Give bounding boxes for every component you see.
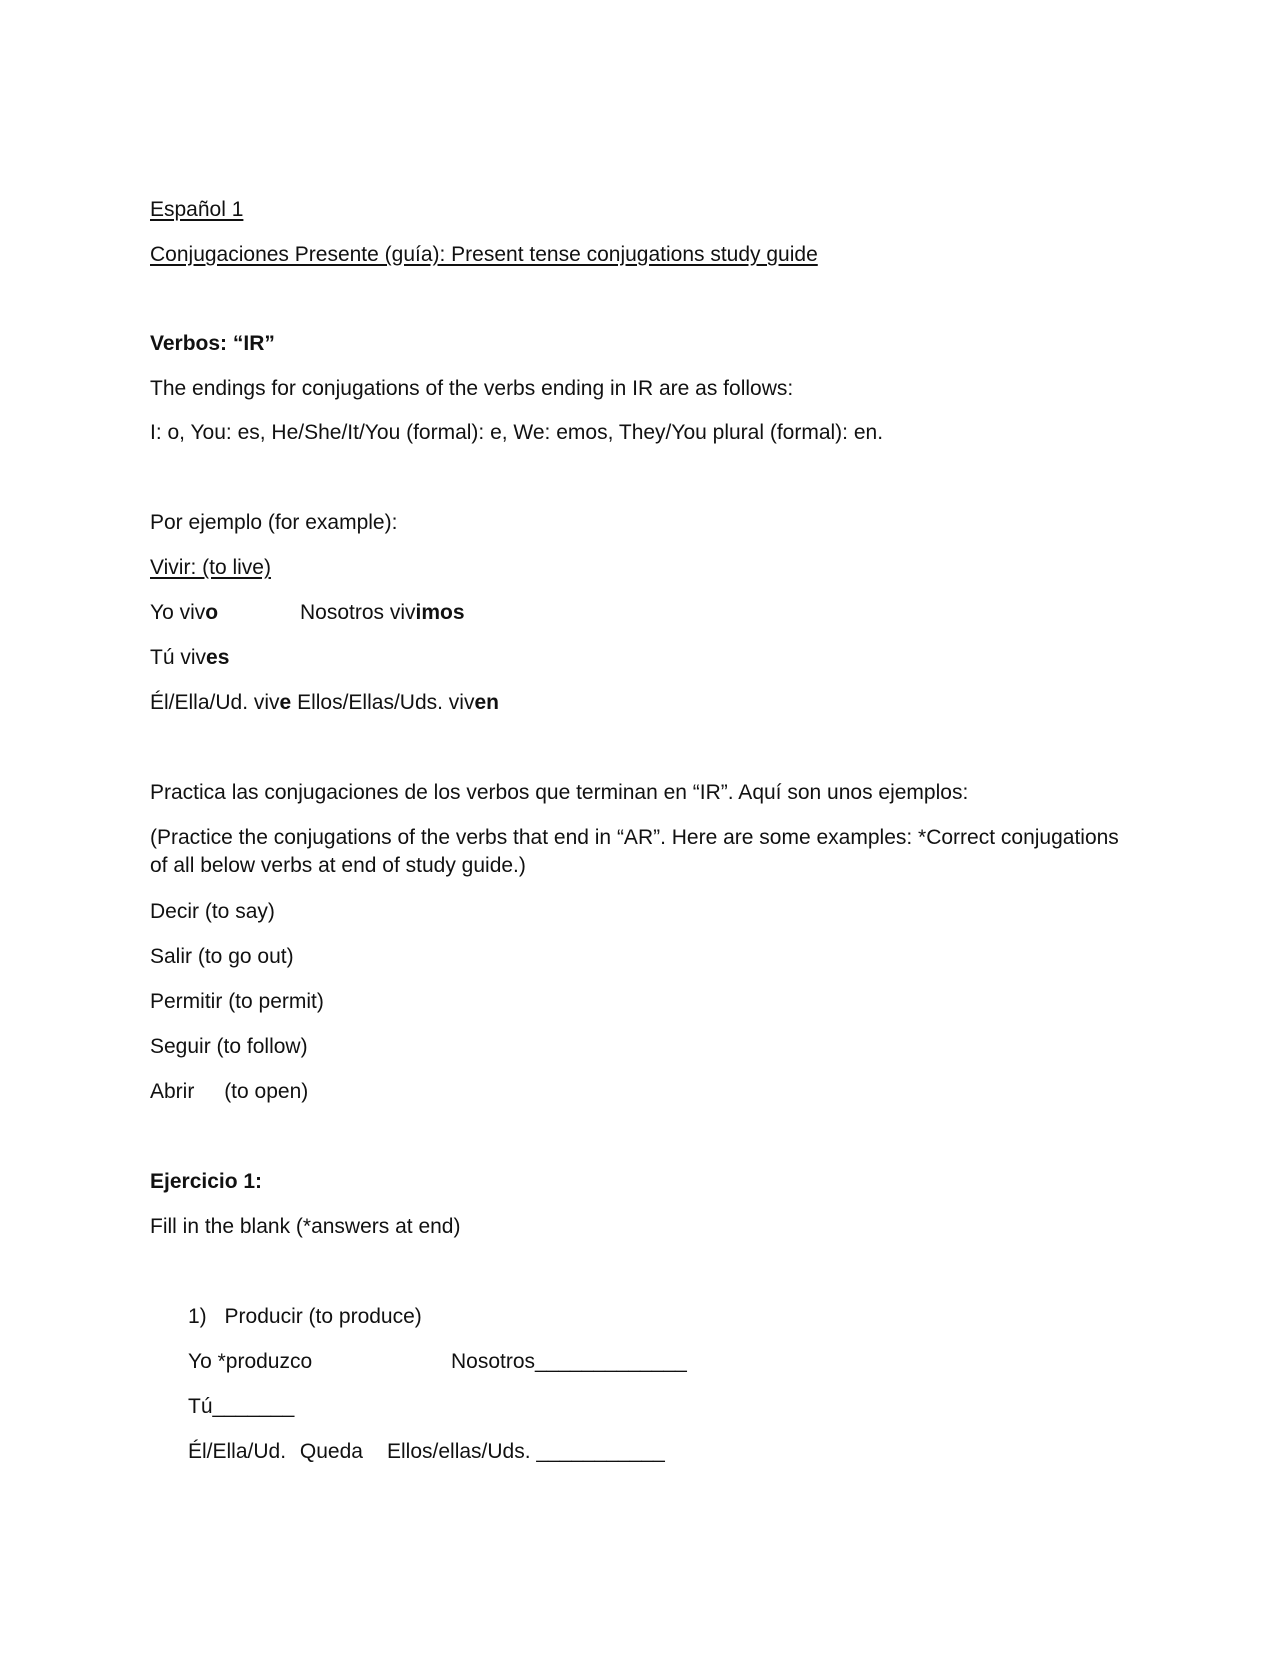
exercise-instruction: Fill in the blank (*answers at end) xyxy=(150,1215,461,1238)
practice-verb-meaning: (to follow) xyxy=(216,1035,308,1058)
practice-verb: Decir xyxy=(150,900,200,923)
yo-stem: Yo viv xyxy=(150,601,206,624)
practice-english-text: (Practice the conjugations of the verbs that end in “AR”. Here are some examples: *Correct conjugations of all below verbs at end of study guide.) xyxy=(150,826,1119,877)
tu-stem: Tú viv xyxy=(150,646,207,669)
nosotros-ending: imos xyxy=(415,601,465,624)
el-ending: e xyxy=(279,691,292,714)
practice-verb-item xyxy=(150,1078,308,1106)
practice-verb-item xyxy=(150,898,275,926)
ir-intro-text: The endings for conjugations of the verbs ending in IR are as follows: xyxy=(150,377,794,400)
practice-verb: Abrir xyxy=(150,1080,195,1103)
exercise-heading: Ejercicio 1: xyxy=(150,1170,263,1193)
exercise-el-answer: Queda xyxy=(299,1440,363,1463)
document-title: Conjugaciones Presente (guía): Present tense conjugations study guide xyxy=(150,243,818,266)
practice-verb-meaning: (to go out) xyxy=(197,945,294,968)
ellos-ending: en xyxy=(474,691,499,714)
exercise-el-label: Él/Ella/Ud. xyxy=(188,1440,287,1463)
exercise-ellos-blank: Ellos/ellas/Uds. ___________ xyxy=(387,1440,665,1463)
practice-verb-meaning: (to permit) xyxy=(228,990,324,1013)
practice-verb-item xyxy=(150,943,294,971)
nosotros-stem: Nosotros viv xyxy=(300,601,416,624)
exercise-nosotros-blank: Nosotros_____________ xyxy=(451,1350,687,1373)
exercise-el xyxy=(188,1438,363,1466)
practice-verb: Permitir xyxy=(150,990,223,1013)
el-stem: Él/Ella/Ud. viv xyxy=(150,691,280,714)
item-number: 1) xyxy=(188,1305,207,1328)
ir-endings-text: I: o, You: es, He/She/It/You (formal): e, We: emos, They/You plural (formal): en. xyxy=(150,421,884,444)
example-label: Por ejemplo (for example): xyxy=(150,511,398,534)
practice-spanish-text: Practica las conjugaciones de los verbos que terminan en “IR”. Aquí son unos ejemplos: xyxy=(150,781,969,804)
conjugation-row-el xyxy=(150,689,499,717)
tu-ending: es xyxy=(206,646,230,669)
conjugation-row-tu xyxy=(150,644,229,672)
example-verb: Vivir: (to live) xyxy=(150,556,271,579)
section-heading-ir: Verbos: “IR” xyxy=(150,332,275,355)
ellos-stem: Ellos/Ellas/Uds. viv xyxy=(297,691,475,714)
practice-verb-meaning: (to say) xyxy=(204,900,275,923)
practice-verb-meaning: (to open) xyxy=(224,1080,309,1103)
conjugation-row-nosotros xyxy=(300,599,465,627)
exercise-item xyxy=(188,1303,422,1331)
yo-ending: o xyxy=(205,601,219,624)
practice-verb-item xyxy=(150,1033,308,1061)
practice-verb: Seguir xyxy=(150,1035,211,1058)
practice-verb: Salir xyxy=(150,945,193,968)
practice-verb-item xyxy=(150,988,324,1016)
exercise-yo: Yo *produzco xyxy=(188,1350,313,1373)
conjugation-row-yo xyxy=(150,599,218,627)
exercise-tu-blank: Tú_______ xyxy=(188,1395,295,1418)
course-title: Español 1 xyxy=(150,198,244,221)
item-verb: Producir (to produce) xyxy=(224,1305,422,1328)
